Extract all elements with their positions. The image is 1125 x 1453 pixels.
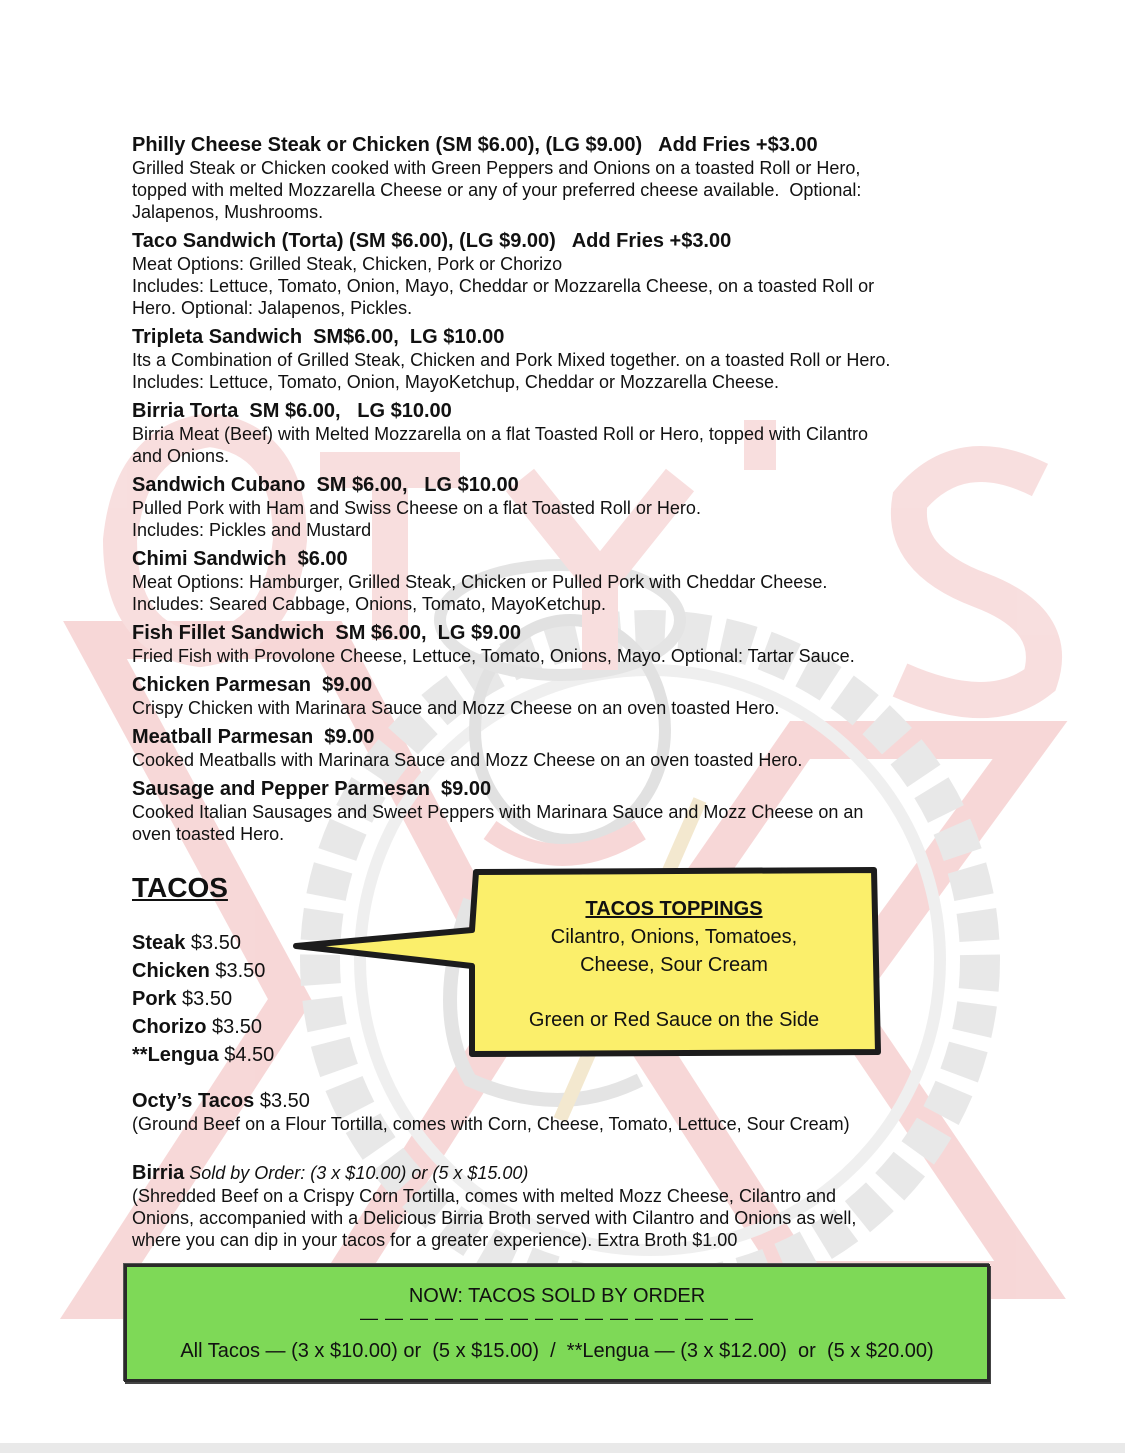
menu-item-title: Tripleta Sandwich SM$6.00, LG $10.00 xyxy=(132,326,505,348)
menu-item xyxy=(132,399,1012,467)
taco-list-item xyxy=(132,929,274,957)
menu-item-description-line: Crispy Chicken with Marinara Sauce and Mozz Cheese on an oven toasted Hero. xyxy=(132,698,780,718)
menu-item-description-line: Hero. Optional: Jalapenos, Pickles. xyxy=(132,298,413,318)
menu-item-description-line: Meat Options: Hamburger, Grilled Steak, Chicken or Pulled Pork with Cheddar Cheese. xyxy=(132,572,828,592)
menu-item-description xyxy=(132,749,1012,771)
menu-item-description-line: Includes: Pickles and Mustard xyxy=(132,520,372,540)
taco-name: Steak xyxy=(132,932,186,954)
menu-item-description-line: Grilled Steak or Chicken cooked with Green Peppers and Onions on a toasted Roll or Hero, xyxy=(132,158,861,178)
menu-item-title: Meatball Parmesan $9.00 xyxy=(132,726,375,748)
menu-item-description-line: Its a Combination of Grilled Steak, Chicken and Pork Mixed together. on a toasted Roll or Hero. xyxy=(132,350,891,370)
menu-item-description-line: Cooked Meatballs with Marinara Sauce and Mozz Cheese on an oven toasted Hero. xyxy=(132,750,803,770)
menu-item-title: Sandwich Cubano SM $6.00, LG $10.00 xyxy=(132,474,519,496)
taco-name: **Lengua xyxy=(132,1044,219,1066)
toppings-line-3: Green or Red Sauce on the Side xyxy=(528,1009,820,1031)
menu-item-description-line: Includes: Seared Cabbage, Onions, Tomato, MayoKetchup. xyxy=(132,594,606,614)
menu-item xyxy=(132,621,1012,667)
menu-item xyxy=(132,673,1012,719)
toppings-line-2: Cheese, Sour Cream xyxy=(580,954,768,976)
menu-item-description-line: Fried Fish with Provolone Cheese, Lettuce, Tomato, Onions, Mayo. Optional: Tartar Sauce. xyxy=(132,646,855,666)
menu-item xyxy=(132,547,1012,615)
order-box xyxy=(124,1264,990,1382)
menu-item-title: Fish Fillet Sandwich SM $6.00, LG $9.00 xyxy=(132,622,522,644)
taco-list-item xyxy=(132,1041,274,1069)
menu-item-description xyxy=(132,157,1012,223)
octys-name: Octy’s Tacos xyxy=(132,1090,255,1112)
menu-item xyxy=(132,133,1012,223)
taco-price: $3.50 xyxy=(176,988,233,1010)
taco-name: Chicken xyxy=(132,960,210,982)
octys-price: $3.50 xyxy=(254,1090,310,1112)
taco-list-item xyxy=(132,1013,274,1041)
toppings-title: TACOS TOPPINGS xyxy=(585,898,763,920)
taco-price: $3.50 xyxy=(185,932,241,954)
menu-item-description-line: and Onions. xyxy=(132,446,230,466)
menu-item-description-line: Meat Options: Grilled Steak, Chicken, Pork or Chorizo xyxy=(132,254,563,274)
menu-item-description xyxy=(132,697,1012,719)
birria-desc-line: (Shredded Beef on a Crispy Corn Tortilla, comes with melted Mozz Cheese, Cilantro and xyxy=(132,1186,836,1206)
order-box-prices: All Tacos — (3 x $10.00) or (5 x $15.00) / **Lengua — (3 x $12.00) or (5 x $20.00) xyxy=(180,1340,934,1362)
menu-item-description xyxy=(132,645,1012,667)
menu-item-description-line: Jalapenos, Mushrooms. xyxy=(132,202,324,222)
birria-name: Birria xyxy=(132,1162,185,1184)
menu-item-title: Chicken Parmesan $9.00 xyxy=(132,674,373,696)
menu-item xyxy=(132,473,1012,541)
menu-item-description xyxy=(132,423,1012,467)
menu-item-title: Philly Cheese Steak or Chicken (SM $6.00), (LG $9.00) Add Fries +$3.00 xyxy=(132,134,818,156)
menu-item xyxy=(132,325,1012,393)
menu-item-description-line: Birria Meat (Beef) with Melted Mozzarella on a flat Toasted Roll or Hero, topped with Cilantro xyxy=(132,424,868,444)
menu-item-description-line: Cooked Italian Sausages and Sweet Peppers with Marinara Sauce and Mozz Cheese on an xyxy=(132,802,864,822)
octys-title xyxy=(132,1089,1032,1113)
octys-desc: (Ground Beef on a Flour Tortilla, comes with Corn, Cheese, Tomato, Lettuce, Sour Cream) xyxy=(132,1114,850,1134)
tacos-heading: TACOS xyxy=(132,872,228,903)
sandwich-menu xyxy=(132,133,1012,851)
menu-item-description xyxy=(132,349,1012,393)
menu-item-title: Sausage and Pepper Parmesan $9.00 xyxy=(132,778,492,800)
taco-name: Pork xyxy=(132,988,177,1010)
taco-name: Chorizo xyxy=(132,1016,207,1038)
menu-item xyxy=(132,777,1012,845)
taco-list-item xyxy=(132,957,274,985)
menu-item-description xyxy=(132,571,1012,615)
menu-item xyxy=(132,725,1012,771)
birria-note: Sold by Order: (3 x $10.00) or (5 x $15.00) xyxy=(184,1163,529,1183)
toppings-text xyxy=(474,895,874,1034)
taco-price: $4.50 xyxy=(218,1044,275,1066)
order-box-heading: NOW: TACOS SOLD BY ORDER xyxy=(408,1285,706,1307)
menu-item-description xyxy=(132,497,1012,541)
birria-tacos xyxy=(132,1161,1032,1251)
octys-tacos xyxy=(132,1089,1032,1135)
menu-item-title: Taco Sandwich (Torta) (SM $6.00), (LG $9.00) Add Fries +$3.00 xyxy=(132,230,732,252)
menu-item-description xyxy=(132,801,1012,845)
menu-item-description-line: oven toasted Hero. xyxy=(132,824,285,844)
birria-desc-line: Onions, accompanied with a Delicious Birria Broth served with Cilantro and Onions as well, xyxy=(132,1208,857,1228)
birria-title xyxy=(132,1161,1032,1185)
menu-item-description-line: topped with melted Mozzarella Cheese or any of your preferred cheese available. Optional: xyxy=(132,180,862,200)
menu-item-description xyxy=(132,253,1012,319)
taco-price: $3.50 xyxy=(206,1016,263,1038)
taco-list-item xyxy=(132,985,274,1013)
menu-item-description-line: Pulled Pork with Ham and Swiss Cheese on a flat Toasted Roll or Hero. xyxy=(132,498,701,518)
toppings-line-1: Cilantro, Onions, Tomatoes, xyxy=(550,926,798,948)
menu-item-description-line: Includes: Lettuce, Tomato, Onion, Mayo, Cheddar or Mozzarella Cheese, on a toasted Roll or xyxy=(132,276,875,296)
order-box-divider: — — — — — — — — — — — — — — — — xyxy=(359,1308,754,1328)
birria-desc-line: where you can dip in your tacos for a greater experience). Extra Broth $1.00 xyxy=(132,1230,738,1250)
menu-item-description-line: Includes: Lettuce, Tomato, Onion, MayoKetchup, Cheddar or Mozzarella Cheese. xyxy=(132,372,780,392)
menu-item-title: Chimi Sandwich $6.00 xyxy=(132,548,348,570)
menu-item-title: Birria Torta SM $6.00, LG $10.00 xyxy=(132,400,452,422)
taco-price: $3.50 xyxy=(209,960,266,982)
birria-desc xyxy=(132,1185,1032,1251)
taco-list xyxy=(132,929,274,1069)
menu-item xyxy=(132,229,1012,319)
